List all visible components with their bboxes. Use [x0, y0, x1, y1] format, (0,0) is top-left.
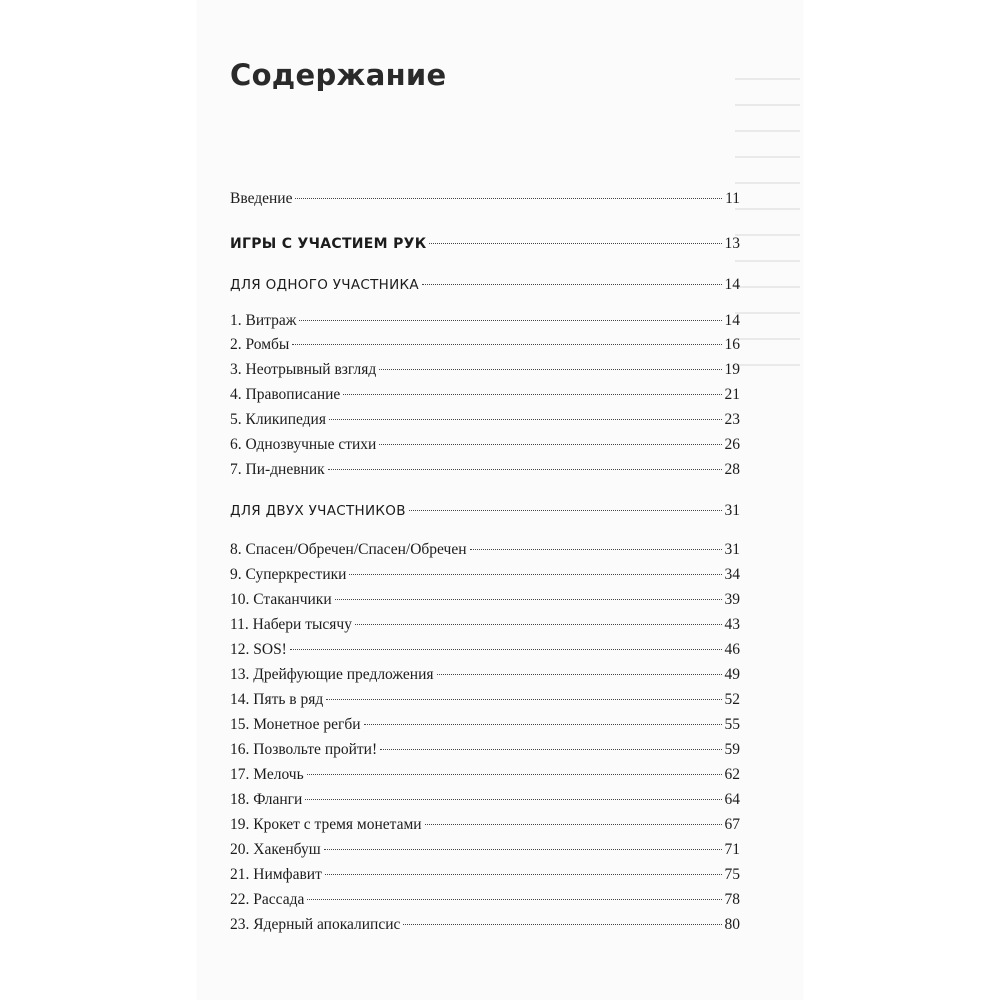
- toc-entry-label: 10. Стаканчики: [230, 591, 332, 608]
- toc-entry-label: 16. Позвольте пройти!: [230, 741, 378, 758]
- dot-leader: [379, 444, 721, 445]
- toc-entry-label: 7. Пи-дневник: [230, 461, 325, 478]
- toc-item[interactable]: [230, 359, 740, 381]
- page-title: Содержание: [230, 58, 447, 92]
- toc-entry-label: ДЛЯ ОДНОГО УЧАСТНИКА: [230, 277, 419, 293]
- toc-item[interactable]: [230, 539, 740, 561]
- toc-entry-page-number: 21: [724, 386, 740, 403]
- dot-leader: [335, 599, 722, 600]
- toc-entry-label: 13. Дрейфующие предложения: [230, 666, 434, 683]
- toc-entry-label: 19. Крокет с тремя монетами: [230, 816, 422, 833]
- dot-leader: [437, 674, 722, 675]
- dot-leader: [292, 344, 721, 345]
- toc-entry-label: 15. Монетное регби: [230, 716, 361, 733]
- bleed-through-text: [735, 60, 800, 380]
- dot-leader: [307, 899, 721, 900]
- toc-item[interactable]: [230, 589, 740, 611]
- toc-item[interactable]: [230, 914, 740, 936]
- dot-leader: [380, 749, 721, 750]
- toc-entry-page-number: 64: [724, 791, 740, 808]
- toc-entry-label: 6. Однозвучные стихи: [230, 436, 377, 453]
- toc-section-heading[interactable]: [230, 274, 740, 296]
- toc-entry-page-number: 39: [724, 591, 740, 608]
- dot-leader: [299, 320, 721, 321]
- toc-entry-page-number: 16: [724, 336, 740, 353]
- dot-leader: [470, 549, 722, 550]
- toc-entry-label: 8. Спасен/Обречен/Спасен/Обречен: [230, 541, 467, 558]
- dot-leader: [325, 874, 722, 875]
- toc-item[interactable]: [230, 409, 740, 431]
- toc-entry-page-number: 55: [724, 716, 740, 733]
- dot-leader: [295, 198, 722, 199]
- toc-entry-page-number: 31: [724, 541, 740, 558]
- toc-entry-page-number: 75: [724, 866, 740, 883]
- toc-entry-page-number: 31: [724, 502, 740, 519]
- toc-section-heading[interactable]: [230, 500, 740, 522]
- toc-item[interactable]: [230, 664, 740, 686]
- toc-entry-page-number: 59: [724, 741, 740, 758]
- toc-item[interactable]: [230, 739, 740, 761]
- toc-item[interactable]: [230, 614, 740, 636]
- toc-entry-label: 4. Правописание: [230, 386, 341, 403]
- dot-leader: [343, 394, 721, 395]
- dot-leader: [349, 574, 721, 575]
- dot-leader: [379, 369, 721, 370]
- toc-entry-label: 2. Ромбы: [230, 336, 290, 353]
- toc-entry-label: 18. Фланги: [230, 791, 303, 808]
- dot-leader: [290, 649, 722, 650]
- toc-entry-page-number: 28: [724, 461, 740, 478]
- toc-item[interactable]: [230, 639, 740, 661]
- toc-entry-page-number: 14: [724, 312, 740, 329]
- dot-leader: [429, 243, 721, 244]
- toc-entry-page-number: 62: [724, 766, 740, 783]
- dot-leader: [324, 849, 722, 850]
- toc-item[interactable]: [230, 889, 740, 911]
- toc-entry-label: 17. Мелочь: [230, 766, 304, 783]
- toc-item[interactable]: [230, 384, 740, 406]
- toc-entry-page-number: 11: [725, 190, 740, 207]
- toc-entry-label: 14. Пять в ряд: [230, 691, 324, 708]
- dot-leader: [307, 774, 722, 775]
- toc-entry-label: 22. Рассада: [230, 891, 305, 908]
- toc-entry-label: ДЛЯ ДВУХ УЧАСТНИКОВ: [230, 503, 406, 519]
- toc-entry-page-number: 46: [724, 641, 740, 658]
- toc-item[interactable]: [230, 714, 740, 736]
- toc-entry-label: 1. Витраж: [230, 312, 297, 329]
- dot-leader: [409, 510, 722, 511]
- toc-item[interactable]: [230, 864, 740, 886]
- toc-entry-label: 12. SOS!: [230, 641, 287, 658]
- dot-leader: [329, 419, 722, 420]
- toc-entry-label: 20. Хакенбуш: [230, 841, 321, 858]
- toc-entry-page-number: 26: [724, 436, 740, 453]
- toc-entry-label: 9. Суперкрестики: [230, 566, 347, 583]
- toc-item[interactable]: [230, 789, 740, 811]
- toc-item[interactable]: [230, 459, 740, 481]
- toc-entry-page-number: 71: [724, 841, 740, 858]
- toc-entry-page-number: 80: [724, 916, 740, 933]
- toc-item[interactable]: [230, 839, 740, 861]
- toc-entry[interactable]: [230, 188, 740, 210]
- toc-entry-page-number: 34: [724, 566, 740, 583]
- toc-entry-page-number: 78: [724, 891, 740, 908]
- dot-leader: [425, 824, 722, 825]
- toc-entry-label: ИГРЫ С УЧАСТИЕМ РУК: [230, 236, 427, 252]
- dot-leader: [422, 284, 722, 285]
- toc-entry-page-number: 52: [724, 691, 740, 708]
- toc-item[interactable]: [230, 814, 740, 836]
- toc-entry-page-number: 19: [724, 361, 740, 378]
- toc-item[interactable]: [230, 764, 740, 786]
- toc-item[interactable]: [230, 310, 740, 332]
- toc-part-heading[interactable]: [230, 233, 740, 255]
- dot-leader: [355, 624, 722, 625]
- toc-item[interactable]: [230, 434, 740, 456]
- dot-leader: [403, 924, 721, 925]
- toc-entry-page-number: 13: [724, 235, 740, 252]
- toc-entry-label: 23. Ядерный апокалипсис: [230, 916, 401, 933]
- toc-entry-page-number: 23: [724, 411, 740, 428]
- toc-item[interactable]: [230, 689, 740, 711]
- dot-leader: [364, 724, 722, 725]
- toc-entry-page-number: 43: [724, 616, 740, 633]
- toc-entry-label: 11. Набери тысячу: [230, 616, 352, 633]
- toc-entry-label: 5. Кликипедия: [230, 411, 326, 428]
- toc-entry-label: Введение: [230, 190, 293, 207]
- toc-item[interactable]: [230, 334, 740, 356]
- toc-entry-page-number: 49: [724, 666, 740, 683]
- toc-item[interactable]: [230, 564, 740, 586]
- dot-leader: [326, 699, 721, 700]
- toc-entry-page-number: 14: [724, 276, 740, 293]
- toc-entry-label: 21. Нимфавит: [230, 866, 322, 883]
- toc-entry-page-number: 67: [724, 816, 740, 833]
- toc-entry-label: 3. Неотрывный взгляд: [230, 361, 377, 378]
- dot-leader: [305, 799, 721, 800]
- dot-leader: [328, 469, 722, 470]
